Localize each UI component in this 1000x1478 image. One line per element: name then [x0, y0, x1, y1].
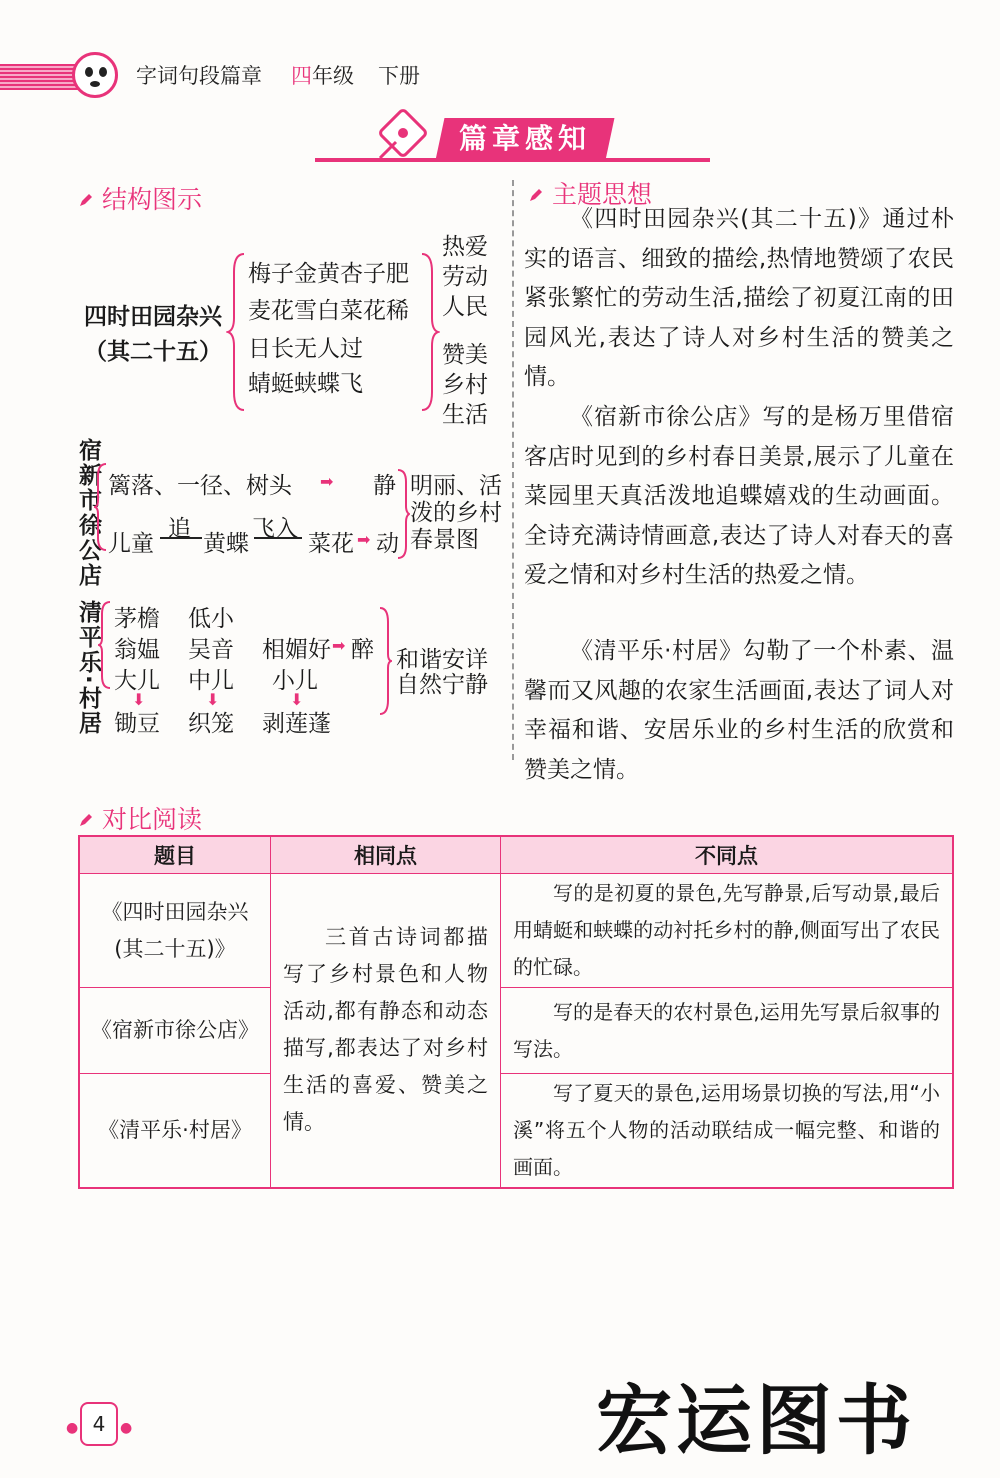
header-cell: 不同点 [501, 836, 954, 874]
poem1-title: 四时田园杂兴 [84, 304, 222, 330]
theme-paragraph: 《清平乐·村居》勾勒了一个朴素、温馨而又风趣的农家生活画面,表达了词人对幸福和谐、安居乐业的乡村生活的欣赏和赞美之情。 [524, 638, 954, 783]
poem2-summary: 明丽、活 [410, 473, 502, 499]
poem1-summary: 生活 [442, 402, 488, 428]
poem1-line: 麦花雪白菜花稀 [248, 298, 409, 324]
poem2-place: 菜花 [308, 531, 354, 557]
poem3-summary: 自然宁静 [396, 672, 488, 698]
poem3-word: 低小 [188, 606, 234, 632]
pencil-icon [78, 812, 94, 828]
comparison-table [78, 835, 954, 1189]
chapter-banner: 篇章感知 [436, 118, 615, 160]
poem2-summary: 春景图 [410, 527, 479, 553]
section-theme-heading: 主题思想 [528, 175, 652, 211]
arrow-down-icon: ⬇ [290, 690, 304, 709]
poem3-word: 翁媪 [114, 637, 160, 663]
poem1-summary: 人民 [442, 294, 488, 320]
verb-line [254, 537, 302, 539]
poem3-action: 锄豆 [114, 711, 160, 737]
poem1-line: 日长无人过 [248, 336, 363, 362]
poem1-summary: 乡村 [442, 372, 488, 398]
poem-title-cell: 《四时田园杂兴 (其二十五)》 [79, 874, 271, 988]
arrow-right-icon: ➡ [320, 472, 334, 491]
table-row [79, 874, 953, 988]
poem3-word: 吴音 [188, 637, 234, 663]
poem3-summary: 和谐安详 [396, 647, 488, 673]
grade-label: 四年级 [291, 64, 354, 88]
poem3-result: 醉 [351, 637, 374, 663]
poem2-subject: 儿童 [108, 531, 154, 557]
poem1-summary: 赞美 [442, 342, 488, 368]
poem3-title: 清平乐·村居 [75, 600, 101, 736]
poem2-dynamic: 动 [376, 531, 399, 557]
book-series-title: 字词句段篇章 [136, 64, 262, 88]
poem2-right-brace [396, 468, 410, 560]
poem1-title-sub: （其二十五） [84, 339, 222, 365]
theme-paragraph: 《四时田园杂兴(其二十五)》通过朴实的语言、细致的描绘,热情地赞颂了农民紧张繁忙的劳动生活,描绘了初夏江南的田园风光,表达了诗人对乡村生活的赞美之情。 [524, 206, 954, 390]
poem3-emotion: 相媚好 [262, 637, 331, 663]
poem3-word: 大儿 [114, 668, 160, 694]
poem1-line: 梅子金黄杏子肥 [248, 261, 409, 287]
header-cell: 相同点 [271, 836, 501, 874]
poem2-summary: 泼的乡村 [410, 500, 502, 526]
verb-line [160, 537, 202, 539]
poem2-static: 静 [373, 473, 396, 499]
theme-paragraph: 《宿新市徐公店》写的是杨万里借宿客店时见到的乡村春日美景,展示了儿童在菜园里天真活泼地追蝶嬉戏的生动画面。全诗充满诗情画意,表达了诗人对春天的喜爱之情和对乡村生活的热爱之情。 [524, 404, 954, 588]
poem-title-cell: 《宿新市徐公店》 [79, 988, 271, 1074]
poem-title-cell: 《清平乐·村居》 [79, 1074, 271, 1188]
poem3-right-brace [378, 606, 392, 716]
volume-label: 下册 [378, 64, 420, 88]
poem2-left-brace [94, 462, 108, 552]
arrow-right-icon: ➡ [332, 636, 346, 655]
column-divider [512, 180, 514, 760]
decor-dot: ● [66, 1420, 79, 1436]
poem2-row1: 篱落、一径、树头 [108, 473, 292, 499]
poem1-line: 蜻蜓蛱蝶飞 [248, 371, 363, 397]
difference-cell: 写了夏天的景色,运用场景切换的写法,用“小溪”将五个人物的活动联结成一幅完整、和谐的画面。 [501, 1074, 954, 1188]
difference-cell: 写的是初夏的景色,先写静景,后写动景,最后用蜻蜓和蛱蝶的动衬托乡村的静,侧面写出了农民的忙碌。 [501, 874, 954, 988]
poem1-left-brace [226, 252, 248, 412]
table-row [79, 1074, 953, 1188]
arrow-right-icon: ➡ [357, 530, 371, 549]
poem3-word: 小儿 [272, 668, 318, 694]
poem2-object: 黄蝶 [203, 531, 249, 557]
poem1-summary: 热爱 [442, 234, 488, 260]
publisher-watermark: 宏运图书 [596, 1376, 916, 1465]
arrow-down-icon: ⬇ [132, 690, 146, 709]
pencil-icon [78, 192, 94, 208]
table-header-row [79, 836, 953, 874]
poem1-summary: 劳动 [442, 264, 488, 290]
header-cell: 题目 [79, 836, 271, 874]
poem1-right-brace [418, 252, 440, 412]
section-compare-heading: 对比阅读 [78, 800, 202, 836]
arrow-down-icon: ⬇ [206, 690, 220, 709]
poem2-verb: 追 [168, 516, 191, 542]
page-number: 4 [80, 1402, 118, 1446]
poem2-verb: 飞入 [252, 516, 298, 542]
header-stripe [0, 64, 78, 90]
difference-cell: 写的是春天的农村景色,运用先写景后叙事的写法。 [501, 988, 954, 1074]
poem2-title: 宿新市徐公店 [75, 438, 101, 588]
table-row [79, 988, 953, 1074]
poem3-action: 剥莲蓬 [262, 711, 331, 737]
section-structure-heading: 结构图示 [78, 180, 202, 216]
pencil-compass-icon [372, 106, 432, 162]
poem3-word: 中儿 [188, 668, 234, 694]
poem3-left-brace [98, 600, 112, 690]
mascot-icon [72, 52, 118, 98]
decor-dot: ● [120, 1420, 133, 1436]
similarity-cell: 三首古诗词都描写了乡村景色和人物活动,都有静态和动态描写,都表达了对乡村生活的喜爱、赞美之情。 [271, 874, 501, 1188]
poem3-action: 织笼 [188, 711, 234, 737]
poem3-word: 茅檐 [114, 606, 160, 632]
